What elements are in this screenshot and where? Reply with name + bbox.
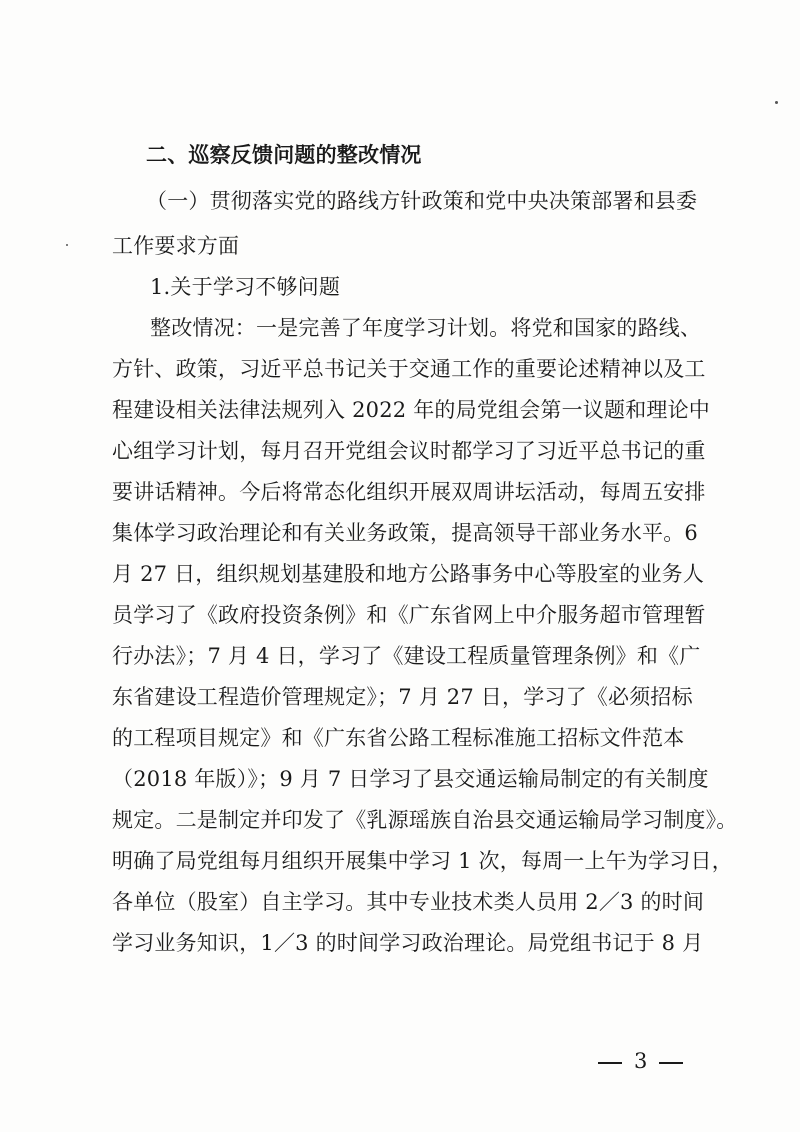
body-line: 员学习了《政府投资条例》和《广东省网上中介服务超市管理暂 xyxy=(112,603,706,627)
subsection-heading-line-1: （一）贯彻落实党的路线方针政策和党中央决策部署和县委 xyxy=(146,189,698,213)
body-line: 东省建设工程造价管理规定》；7 月 27 日，学习了《必须招标 xyxy=(112,685,693,709)
subsection-heading-line-2: 工作要求方面 xyxy=(112,234,240,258)
body-line: 学习业务知识，1／3 的时间学习政治理论。局党组书记于 8 月 xyxy=(112,931,704,955)
dash-left xyxy=(598,1062,622,1064)
scan-speck xyxy=(775,101,778,104)
page-number xyxy=(598,1046,683,1076)
body-line: 要讲话精神。今后将常态化组织开展双周讲坛活动，每周五安排 xyxy=(112,480,706,504)
body-line: 明确了局党组每月组织开展集中学习 1 次，每周一上午为学习日， xyxy=(112,849,733,873)
body-line: 的工程项目规定》和《广东省公路工程标准施工招标文件范本 xyxy=(112,726,685,750)
body-line: 集体学习政治理论和有关业务政策，提高领导干部业务水平。6 xyxy=(112,521,698,545)
body-line: 整改情况：一是完善了年度学习计划。将党和国家的路线、 xyxy=(150,316,702,340)
body-line: （2018 年版）》；9 月 7 日学习了县交通运输局制定的有关制度 xyxy=(112,767,709,791)
body-line: 方针、政策，习近平总书记关于交通工作的重要论述精神以及工 xyxy=(112,357,706,381)
body-line: 规定。二是制定并印发了《乳源瑶族自治县交通运输局学习制度》。 xyxy=(112,808,738,832)
dash-right xyxy=(659,1062,683,1064)
body-line: 行办法》；7 月 4 日，学习了《建设工程质量管理条例》和《广 xyxy=(112,644,701,668)
item-heading: 1.关于学习不够问题 xyxy=(150,275,341,299)
body-line: 心组学习计划，每月召开党组会议时都学习了习近平总书记的重 xyxy=(112,439,706,463)
body-line: 程建设相关法律法规列入 2022 年的局党组会第一议题和理论中 xyxy=(112,398,710,422)
page-number-value: 3 xyxy=(634,1049,648,1073)
scan-speck xyxy=(66,244,68,246)
body-line: 月 27 日，组织规划基建股和地方公路事务中心等股室的业务人 xyxy=(112,562,705,586)
body-line: 各单位（股室）自主学习。其中专业技术类人员用 2／3 的时间 xyxy=(112,890,705,914)
section-heading: 二、巡察反馈问题的整改情况 xyxy=(146,143,422,167)
